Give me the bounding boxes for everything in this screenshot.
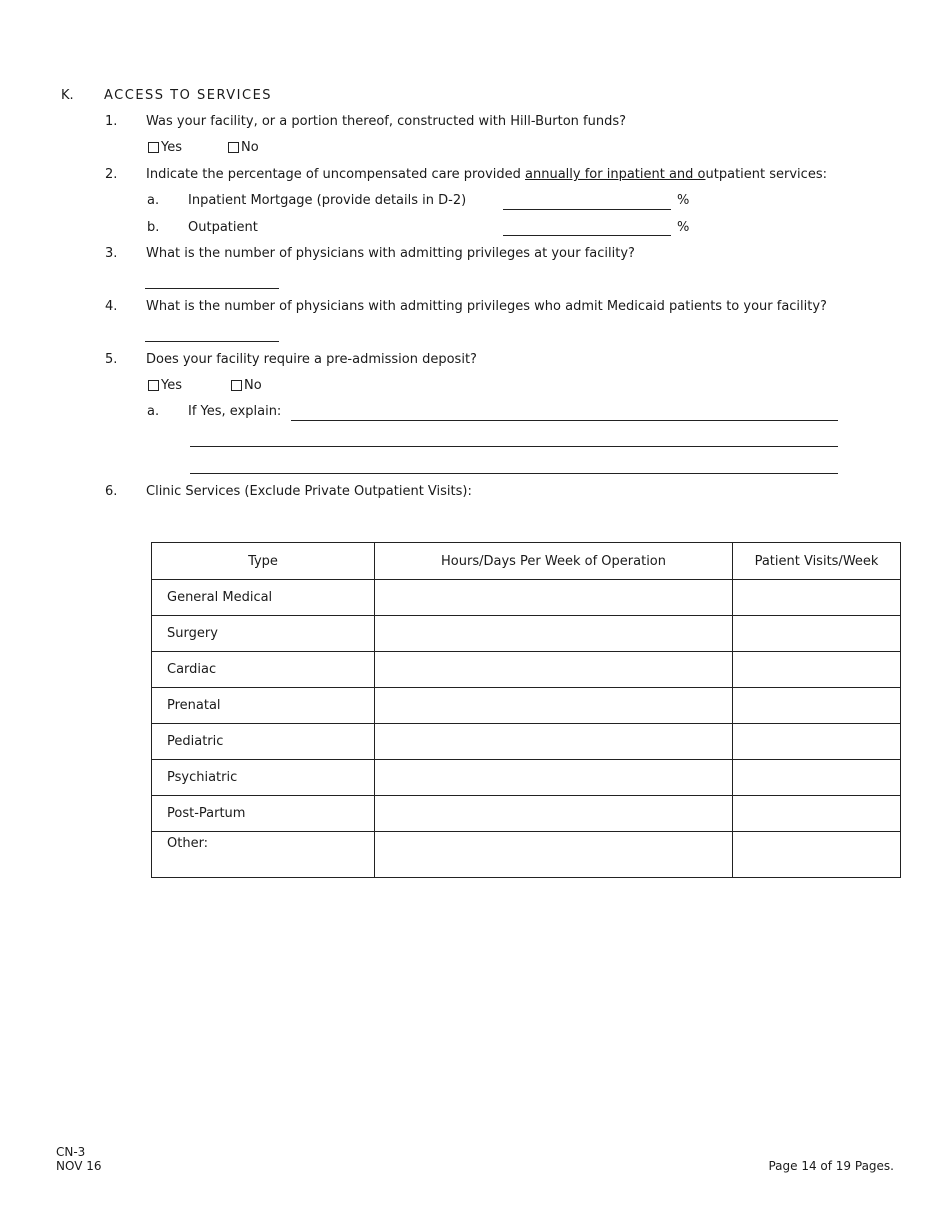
row-type-cardiac: Cardiac: [152, 652, 375, 688]
form-date: NOV 16: [56, 1159, 102, 1173]
q5-no-label: No: [244, 378, 262, 393]
q3-input-line[interactable]: [145, 288, 279, 289]
q2a-percent: %: [677, 193, 690, 208]
q1-number: 1.: [105, 114, 118, 129]
q4-input-line[interactable]: [145, 341, 279, 342]
hours-cell[interactable]: [375, 688, 733, 724]
q5a-letter: a.: [147, 404, 160, 419]
q3-number: 3.: [105, 246, 118, 261]
q1-yes-checkbox[interactable]: [148, 142, 159, 153]
q2-text-after: utpatient services:: [705, 167, 827, 182]
q2-text-underlined: annually for inpatient and o: [525, 167, 706, 182]
header-hours-days: Hours/Days Per Week of Operation: [375, 543, 733, 580]
q5-text: Does your facility require a pre-admission deposit?: [146, 352, 477, 367]
q2-text-before: Indicate the percentage of uncompensated care provided: [146, 167, 526, 182]
table-row: [152, 796, 901, 832]
visits-cell[interactable]: [733, 796, 901, 832]
visits-cell[interactable]: [733, 832, 901, 878]
table-row: [152, 580, 901, 616]
row-type-prenatal: Prenatal: [152, 688, 375, 724]
page-number: Page 14 of 19 Pages.: [768, 1159, 894, 1173]
q5a-label: If Yes, explain:: [188, 404, 282, 419]
q5a-explain-line-3[interactable]: [190, 473, 838, 474]
form-id: CN-3: [56, 1145, 86, 1159]
q5-yes-label: Yes: [161, 378, 182, 393]
header-patient-visits: Patient Visits/Week: [733, 543, 901, 580]
q5a-explain-line-1[interactable]: [291, 420, 838, 421]
hours-cell[interactable]: [375, 796, 733, 832]
q6-text: Clinic Services (Exclude Private Outpatient Visits):: [146, 484, 472, 499]
table-row: [152, 832, 901, 878]
visits-cell[interactable]: [733, 688, 901, 724]
visits-cell[interactable]: [733, 760, 901, 796]
row-type-pediatric: Pediatric: [152, 724, 375, 760]
visits-cell[interactable]: [733, 652, 901, 688]
clinic-services-table: [151, 542, 901, 878]
hours-cell[interactable]: [375, 760, 733, 796]
q2b-percent: %: [677, 220, 690, 235]
section-title: ACCESS TO SERVICES: [104, 88, 273, 103]
section-letter: K.: [61, 88, 74, 103]
q2b-label: Outpatient: [188, 220, 258, 235]
table-row: [152, 760, 901, 796]
table-row: [152, 616, 901, 652]
hours-cell[interactable]: [375, 580, 733, 616]
q5-yes-checkbox[interactable]: [148, 380, 159, 391]
q1-text: Was your facility, or a portion thereof, constructed with Hill-Burton funds?: [146, 114, 627, 129]
visits-cell[interactable]: [733, 580, 901, 616]
table-header-row: [152, 543, 901, 580]
q2-number: 2.: [105, 167, 118, 182]
q4-number: 4.: [105, 299, 118, 314]
q2-text: [146, 167, 827, 183]
table-row: [152, 652, 901, 688]
table-row: [152, 724, 901, 760]
row-type-general-medical: General Medical: [152, 580, 375, 616]
q1-no-checkbox[interactable]: [228, 142, 239, 153]
visits-cell[interactable]: [733, 616, 901, 652]
row-type-surgery: Surgery: [152, 616, 375, 652]
q2a-letter: a.: [147, 193, 160, 208]
hours-cell[interactable]: [375, 616, 733, 652]
q5-no-checkbox[interactable]: [231, 380, 242, 391]
q1-no-label: No: [241, 140, 259, 155]
hours-cell[interactable]: [375, 724, 733, 760]
q2a-label: Inpatient Mortgage (provide details in D-2): [188, 193, 467, 208]
row-type-post-partum: Post-Partum: [152, 796, 375, 832]
header-type: Type: [152, 543, 375, 580]
q1-yes-label: Yes: [161, 140, 182, 155]
q5a-explain-line-2[interactable]: [190, 446, 838, 447]
q5-number: 5.: [105, 352, 118, 367]
table-row: [152, 688, 901, 724]
q4-text: What is the number of physicians with admitting privileges who admit Medicaid patients to your facility?: [146, 299, 827, 314]
visits-cell[interactable]: [733, 724, 901, 760]
hours-cell[interactable]: [375, 832, 733, 878]
hours-cell[interactable]: [375, 652, 733, 688]
q2a-input-line[interactable]: [503, 209, 671, 210]
row-type-other: Other:: [152, 832, 375, 878]
q6-number: 6.: [105, 484, 118, 499]
q2b-letter: b.: [147, 220, 160, 235]
row-type-psychiatric: Psychiatric: [152, 760, 375, 796]
q3-text: What is the number of physicians with admitting privileges at your facility?: [146, 246, 635, 261]
q2b-input-line[interactable]: [503, 235, 671, 236]
